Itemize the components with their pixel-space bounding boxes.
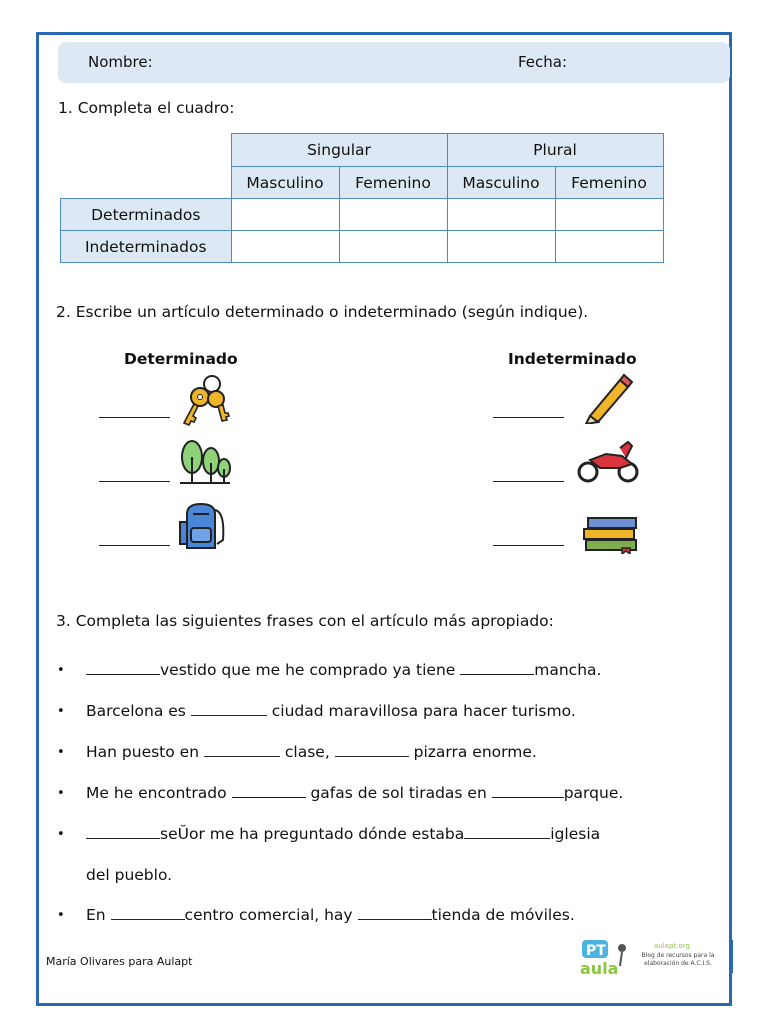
table-cell[interactable]	[231, 231, 339, 263]
books-icon	[582, 512, 640, 554]
svg-text:aula: aula	[580, 959, 619, 978]
table-cell[interactable]	[447, 199, 555, 231]
motorcycle-icon	[576, 438, 640, 484]
answer-blank[interactable]	[492, 785, 564, 798]
sentence-5-continued: del pueblo.	[86, 866, 173, 884]
answer-blank[interactable]	[493, 545, 564, 546]
header-bar	[58, 42, 730, 83]
section2-title: 2. Escribe un artículo determinado o indeterminado (según indique).	[56, 303, 589, 321]
backpack-icon	[177, 500, 229, 552]
col-header: Masculino	[231, 167, 339, 199]
header-singular: Singular	[231, 134, 447, 167]
answer-blank[interactable]	[99, 481, 170, 482]
bullet: •	[57, 827, 65, 842]
answer-blank[interactable]	[460, 662, 534, 675]
sentence-2: Barcelona es ciudad maravillosa para hacer turismo.	[86, 702, 576, 720]
bullet: •	[57, 786, 65, 801]
answer-blank[interactable]	[86, 662, 160, 675]
answer-blank[interactable]	[99, 545, 170, 546]
table-cell[interactable]	[339, 231, 447, 263]
row-label-determinados: Determinados	[61, 199, 232, 231]
table-cell[interactable]	[555, 231, 663, 263]
table-corner-2	[61, 167, 232, 199]
answer-blank[interactable]	[86, 826, 160, 839]
table-cell[interactable]	[231, 199, 339, 231]
aulapt-logo-icon	[576, 938, 634, 978]
answer-blank[interactable]	[204, 744, 280, 757]
answer-blank[interactable]	[335, 744, 409, 757]
bullet: •	[57, 745, 65, 760]
section1-title: 1. Completa el cuadro:	[58, 99, 235, 117]
answer-blank[interactable]	[358, 907, 432, 920]
footer-accent-bar	[730, 940, 733, 973]
sentence-1: vestido que me he comprado ya tiene mancha.	[86, 661, 601, 679]
col-header: Femenino	[339, 167, 447, 199]
sentence-3: Han puesto en clase, pizarra enorme.	[86, 743, 537, 761]
logo-site: aulapt.org	[654, 942, 690, 950]
header-plural: Plural	[447, 134, 663, 167]
keys-icon	[178, 373, 232, 429]
footer-author: María Olivares para Aulapt	[46, 955, 193, 968]
trees-icon	[178, 435, 232, 487]
sentence-5: seŬor me ha preguntado dónde estaba iglesia	[86, 825, 600, 843]
answer-blank[interactable]	[493, 417, 564, 418]
indeterminado-heading: Indeterminado	[508, 350, 637, 368]
table-cell[interactable]	[555, 199, 663, 231]
sentence-4: Me he encontrado gafas de sol tiradas en parque.	[86, 784, 624, 802]
svg-text:PT: PT	[586, 943, 606, 959]
bullet: •	[57, 704, 65, 719]
col-header: Femenino	[555, 167, 663, 199]
bullet: •	[57, 663, 65, 678]
answer-blank[interactable]	[99, 417, 170, 418]
table-corner	[61, 134, 232, 167]
answer-blank[interactable]	[232, 785, 306, 798]
aulapt-logo	[576, 938, 726, 978]
logo-tagline: Blog de recursos para la elaboración de A.C.I.S.	[641, 952, 715, 967]
col-header: Masculino	[447, 167, 555, 199]
section3-title: 3. Completa las siguientes frases con el artículo más apropiado:	[56, 612, 554, 630]
answer-blank[interactable]	[493, 481, 564, 482]
table-cell[interactable]	[447, 231, 555, 263]
determinado-heading: Determinado	[124, 350, 238, 368]
answer-blank[interactable]	[191, 703, 267, 716]
table-cell[interactable]	[339, 199, 447, 231]
date-label: Fecha:	[518, 53, 568, 71]
bullet: •	[57, 908, 65, 923]
articles-table	[60, 133, 664, 263]
sentence-6: En centro comercial, hay tienda de móviles.	[86, 906, 575, 924]
answer-blank[interactable]	[111, 907, 185, 920]
name-label: Nombre:	[88, 53, 153, 71]
pencil-icon	[580, 372, 634, 424]
answer-blank[interactable]	[464, 826, 550, 839]
row-label-indeterminados: Indeterminados	[61, 231, 232, 263]
